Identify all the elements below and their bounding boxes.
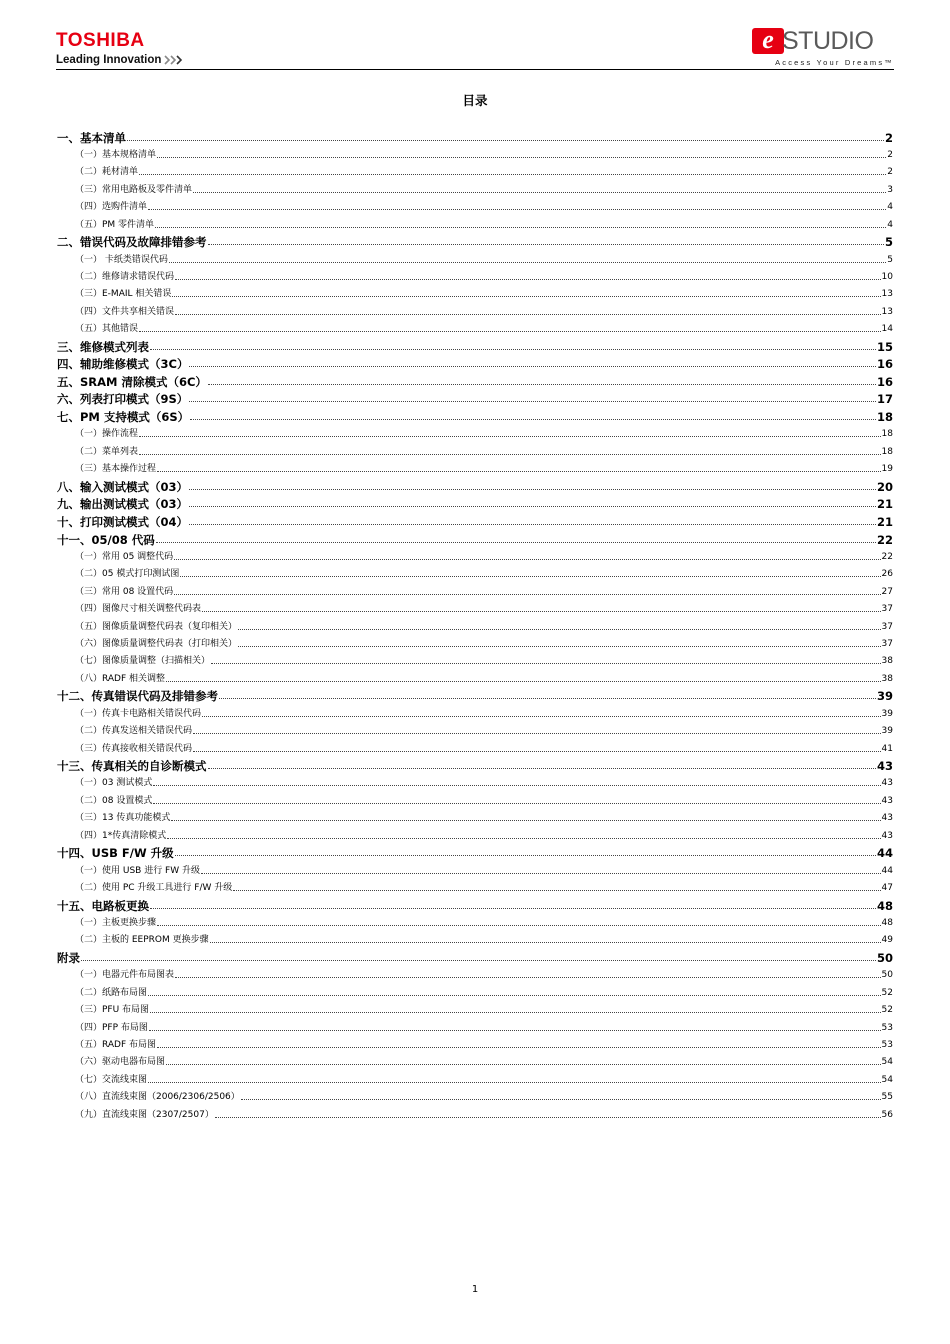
toc-entry-label: （四）选购件清单: [75, 202, 148, 213]
toc-section-entry[interactable]: [57, 878, 893, 895]
toc-dot-leader: [172, 296, 880, 297]
toc-entry-page: 53: [881, 1039, 893, 1050]
toc-entry-page: 4: [887, 202, 893, 213]
toc-dot-leader: [208, 768, 876, 769]
toc-entry-page: 39: [881, 726, 893, 737]
toc-entry-label: （一）基本规格清单: [75, 149, 157, 160]
chevrons-right-icon: [164, 55, 186, 65]
toc-entry-page: 16: [876, 357, 893, 372]
toc-section-entry[interactable]: [57, 547, 893, 564]
toc-entry-label: （八）RADF 相关调整: [75, 673, 166, 684]
toc-entry-label: （一）03 测试模式: [75, 778, 153, 789]
toc-dot-leader: [175, 977, 881, 978]
toc-dot-leader: [166, 1064, 881, 1065]
toc-entry-label: （三）PFU 布局图: [75, 1005, 150, 1016]
logo-e-mark: e: [752, 28, 784, 54]
toc-dot-leader: [189, 506, 876, 507]
toc-entry-page: 37: [881, 604, 893, 615]
toc-section-entry[interactable]: [57, 738, 893, 755]
toc-dot-leader: [215, 1117, 881, 1118]
toc-chapter-entry[interactable]: [57, 895, 893, 913]
toc-entry-label: （一）使用 USB 进行 FW 升级: [75, 865, 200, 876]
toc-dot-leader: [238, 629, 881, 630]
toshiba-brand: [56, 31, 186, 67]
toc-entry-page: 20: [876, 479, 893, 494]
toc-section-entry[interactable]: [57, 982, 893, 999]
toc-dot-leader: [202, 716, 881, 717]
toc-entry-page: 55: [881, 1092, 893, 1103]
toc-section-entry[interactable]: [57, 301, 893, 318]
logo-wordmark: STUDIO: [782, 27, 874, 55]
toc-dot-leader: [166, 681, 881, 682]
toc-chapter-entry[interactable]: [57, 371, 893, 389]
toc-entry-label: （四）PFP 布局图: [75, 1022, 148, 1033]
toc-dot-leader: [171, 820, 880, 821]
toc-entry-page: 52: [881, 987, 893, 998]
toc-entry-label: （一）主板更换步骤: [75, 918, 157, 929]
toc-dot-leader: [156, 542, 876, 543]
toc-dot-leader: [233, 890, 880, 891]
toc-entry-page: 5: [887, 254, 893, 265]
toc-entry-page: 38: [881, 656, 893, 667]
toc-entry-label: （三）传真接收相关错误代码: [75, 743, 193, 754]
brand-tagline: Leading Innovation: [56, 54, 162, 66]
toc-entry-label: （四）1*传真清除模式: [75, 830, 167, 841]
toc-section-entry[interactable]: [57, 634, 893, 651]
page-number: 1: [471, 1284, 479, 1295]
toc-entry-label: 十三、传真相关的自诊断模式: [57, 759, 207, 774]
toc-entry-label: （二）纸路布局图: [75, 987, 148, 998]
toc-entry-label: （二）05 模式打印测试图: [75, 569, 180, 580]
toc-dot-leader: [139, 174, 886, 175]
toc-entry-page: 39: [881, 708, 893, 719]
toc-chapter-entry[interactable]: [57, 511, 893, 529]
toc-entry-label: （一）电器元件布局图表: [75, 970, 175, 981]
toc-entry-label: 十五、电路板更换: [57, 898, 149, 913]
toc-chapter-entry[interactable]: [57, 843, 893, 861]
toc-entry-page: 43: [881, 813, 893, 824]
toc-chapter-entry[interactable]: [57, 529, 893, 547]
toc-entry-label: （二）维修请求错误代码: [75, 271, 175, 282]
toc-section-entry[interactable]: [57, 1052, 893, 1069]
toc-dot-leader: [241, 1099, 881, 1100]
toc-entry-page: 50: [876, 951, 893, 965]
toc-section-entry[interactable]: [57, 162, 893, 179]
toc-entry-label: （七）图像质量调整（扫描相关）: [75, 656, 211, 667]
toc-dot-leader: [167, 838, 880, 839]
toc-entry-label: （三）E-MAIL 相关错误: [75, 289, 172, 300]
toc-entry-label: （六）驱动电器布局图: [75, 1057, 166, 1068]
toc-entry-page: 41: [881, 743, 893, 754]
toc-dot-leader: [189, 524, 876, 525]
toc-dot-leader: [238, 646, 881, 647]
toc-dot-leader: [174, 594, 880, 595]
toc-section-entry[interactable]: [57, 616, 893, 633]
toc-section-entry[interactable]: [57, 267, 893, 284]
toc-entry-label: 三、维修模式列表: [57, 339, 149, 354]
toc-section-entry[interactable]: [57, 249, 893, 266]
toc-entry-label: （二）08 设置模式: [75, 795, 153, 806]
toc-section-entry[interactable]: [57, 319, 893, 336]
toc-section-entry[interactable]: [57, 599, 893, 616]
toc-dot-leader: [139, 436, 881, 437]
toc-entry-page: 27: [881, 586, 893, 597]
toc-entry-label: （三）基本操作过程: [75, 464, 157, 475]
toc-dot-leader: [210, 942, 881, 943]
toc-entry-label: （二）使用 PC 升级工具进行 F/W 升级: [75, 883, 233, 894]
toc-dot-leader: [169, 262, 886, 263]
toc-chapter-entry[interactable]: [57, 686, 893, 704]
toc-dot-leader: [155, 227, 886, 228]
toc-entry-page: 54: [881, 1057, 893, 1068]
toc-entry-label: （二）菜单列表: [75, 446, 139, 457]
toc-chapter-entry[interactable]: [57, 127, 893, 145]
toc-entry-label: 二、错误代码及故障排错参考: [57, 235, 207, 250]
toc-entry-page: 21: [876, 497, 893, 512]
toc-entry-label: 九、输出测试模式（03）: [57, 497, 189, 512]
toc-section-entry[interactable]: [57, 581, 893, 598]
toc-dot-leader: [189, 489, 876, 490]
toc-entry-label: （一）操作流程: [75, 429, 139, 440]
toc-chapter-entry[interactable]: [57, 494, 893, 512]
toc-section-entry[interactable]: [57, 564, 893, 581]
toc-entry-label: 十四、USB F/W 升级: [57, 846, 174, 861]
toc-dot-leader: [189, 366, 876, 367]
toc-entry-page: 44: [881, 865, 893, 876]
toc-entry-page: 26: [881, 569, 893, 580]
toc-entry-label: 附录: [57, 951, 80, 965]
toc-chapter-entry[interactable]: [57, 406, 893, 424]
toc-dot-leader: [174, 559, 880, 560]
toc-entry-page: 22: [876, 532, 893, 547]
toc-entry-page: 47: [881, 883, 893, 894]
toc-dot-leader: [208, 384, 876, 385]
toc-dot-leader: [127, 140, 884, 141]
toc-entry-page: 2: [887, 149, 893, 160]
toc-entry-page: 13: [881, 306, 893, 317]
toc-dot-leader: [148, 995, 881, 996]
toc-section-entry[interactable]: [57, 1017, 893, 1034]
toc-dot-leader: [149, 1030, 881, 1031]
toc-dot-leader: [153, 785, 880, 786]
toc-entry-label: 七、PM 支持模式（6S）: [57, 410, 190, 425]
toc-entry-page: 18: [876, 410, 893, 425]
toc-entry-page: 21: [876, 515, 893, 530]
toc-entry-label: （五）其他错误: [75, 324, 139, 335]
toc-section-entry[interactable]: [57, 808, 893, 825]
page-header: [56, 26, 894, 72]
toc-section-entry[interactable]: [57, 668, 893, 685]
toc-section-entry[interactable]: [57, 145, 893, 162]
toc-entry-label: 十二、传真错误代码及排错参考: [57, 689, 218, 704]
toc-entry-page: 14: [881, 324, 893, 335]
toc-section-entry[interactable]: [57, 721, 893, 738]
toc-entry-label: 一、基本清单: [57, 130, 126, 145]
toc-entry-page: 56: [881, 1109, 893, 1120]
toc-entry-page: 48: [881, 918, 893, 929]
toc-entry-label: （二）传真发送相关错误代码: [75, 726, 193, 737]
toc-section-entry[interactable]: [57, 1104, 893, 1121]
toc-dot-leader: [211, 663, 881, 664]
toc-dot-leader: [148, 1082, 881, 1083]
toc-section-entry[interactable]: [57, 1069, 893, 1086]
toc-entry-page: 52: [881, 1005, 893, 1016]
toc-section-entry[interactable]: [57, 860, 893, 877]
toc-dot-leader: [139, 454, 881, 455]
estudio-logo: [752, 26, 894, 70]
toc-dot-leader: [208, 244, 884, 245]
table-of-contents: [57, 127, 893, 1122]
toc-section-entry[interactable]: [57, 284, 893, 301]
toc-entry-page: 48: [876, 898, 893, 913]
toc-entry-page: 5: [884, 235, 893, 250]
toc-entry-page: 3: [887, 184, 893, 195]
toc-dot-leader: [175, 279, 881, 280]
toc-entry-label: 八、输入测试模式（03）: [57, 479, 189, 494]
toc-section-entry[interactable]: [57, 179, 893, 196]
toc-entry-label: （三）常用 08 设置代码: [75, 586, 174, 597]
toc-entry-page: 17: [876, 392, 893, 407]
toc-entry-label: 四、辅助维修模式（3C）: [57, 357, 189, 372]
toc-section-entry[interactable]: [57, 965, 893, 982]
header-divider: [56, 69, 894, 70]
toc-entry-page: 50: [881, 970, 893, 981]
toc-entry-page: 13: [881, 289, 893, 300]
toc-entry-page: 43: [876, 759, 893, 774]
brand-tagline-row: [56, 53, 186, 67]
toc-entry-label: （五）图像质量调整代码表（复印相关）: [75, 621, 238, 632]
toc-entry-label: （五）RADF 布局图: [75, 1039, 157, 1050]
brand-name: TOSHIBA: [56, 30, 145, 51]
page-title: 目录: [462, 93, 488, 108]
toc-section-entry[interactable]: [57, 651, 893, 668]
toc-chapter-entry[interactable]: [57, 947, 893, 965]
toc-section-entry[interactable]: [57, 930, 893, 947]
toc-section-entry[interactable]: [57, 773, 893, 790]
toc-entry-page: 19: [881, 464, 893, 475]
toc-entry-label: （三）常用电路板及零件清单: [75, 184, 193, 195]
toc-section-entry[interactable]: [57, 790, 893, 807]
toc-section-entry[interactable]: [57, 459, 893, 476]
toc-entry-page: 37: [881, 621, 893, 632]
toc-dot-leader: [202, 611, 881, 612]
toc-entry-page: 16: [876, 374, 893, 389]
toc-entry-page: 44: [876, 846, 893, 861]
toc-dot-leader: [150, 349, 876, 350]
toc-dot-leader: [175, 855, 876, 856]
toc-dot-leader: [180, 576, 880, 577]
toc-section-entry[interactable]: [57, 703, 893, 720]
toc-entry-page: 43: [881, 778, 893, 789]
toc-entry-label: （四）图像尺寸相关调整代码表: [75, 604, 202, 615]
toc-section-entry[interactable]: [57, 1087, 893, 1104]
toc-dot-leader: [157, 925, 881, 926]
toc-entry-page: 2: [887, 167, 893, 178]
toc-dot-leader: [148, 209, 886, 210]
toc-dot-leader: [153, 803, 880, 804]
toc-entry-page: 53: [881, 1022, 893, 1033]
toc-chapter-entry[interactable]: [57, 336, 893, 354]
toc-entry-label: （二）耗材清单: [75, 167, 139, 178]
toc-section-entry[interactable]: [57, 913, 893, 930]
toc-dot-leader: [193, 751, 881, 752]
toc-entry-page: 22: [881, 552, 893, 562]
toc-chapter-entry[interactable]: [57, 354, 893, 372]
toc-entry-label: （一）常用 05 调整代码: [75, 552, 174, 562]
toc-section-entry[interactable]: [57, 214, 893, 231]
toc-entry-label: （一）传真卡电路相关错误代码: [75, 708, 202, 719]
toc-entry-page: 10: [881, 271, 893, 282]
toc-section-entry[interactable]: [57, 825, 893, 842]
toc-entry-label: 五、SRAM 清除模式（6C）: [57, 374, 207, 389]
toc-dot-leader: [150, 908, 876, 909]
toc-dot-leader: [189, 401, 876, 402]
toc-entry-page: 4: [887, 219, 893, 230]
toc-entry-label: （七）交流线束图: [75, 1074, 148, 1085]
toc-dot-leader: [139, 331, 881, 332]
toc-entry-label: （九）直流线束图（2307/2507）: [75, 1109, 214, 1120]
toc-chapter-entry[interactable]: [57, 756, 893, 774]
toc-dot-leader: [157, 471, 881, 472]
toc-entry-label: 十一、05/08 代码: [57, 532, 155, 547]
toc-entry-page: 43: [881, 830, 893, 841]
toc-section-entry[interactable]: [57, 197, 893, 214]
toc-chapter-entry[interactable]: [57, 476, 893, 494]
toc-section-entry[interactable]: [57, 441, 893, 458]
toc-entry-page: 39: [876, 689, 893, 704]
toc-section-entry[interactable]: [57, 1000, 893, 1017]
toc-entry-page: 43: [881, 795, 893, 806]
toc-dot-leader: [157, 157, 886, 158]
toc-dot-leader: [175, 314, 881, 315]
toc-entry-page: 2: [884, 130, 893, 145]
toc-entry-label: 六、列表打印模式（9S）: [57, 392, 189, 407]
toc-chapter-entry[interactable]: [57, 389, 893, 407]
toc-entry-page: 18: [881, 446, 893, 457]
toc-entry-label: 十、打印测试模式（04）: [57, 515, 189, 530]
toc-entry-page: 37: [881, 638, 893, 649]
logo-tagline: Access Your Dreams™: [775, 58, 894, 67]
toc-dot-leader: [81, 960, 876, 961]
toc-entry-page: 18: [881, 429, 893, 440]
toc-dot-leader: [190, 419, 876, 420]
toc-entry-page: 15: [876, 339, 893, 354]
toc-entry-label: （二）主板的 EEPROM 更换步骤: [75, 935, 209, 946]
toc-section-entry[interactable]: [57, 1035, 893, 1052]
toc-entry-page: 38: [881, 673, 893, 684]
toc-dot-leader: [157, 1047, 881, 1048]
toc-dot-leader: [193, 733, 881, 734]
toc-entry-label: （四）文件共享相关错误: [75, 306, 175, 317]
toc-section-entry[interactable]: [57, 424, 893, 441]
toc-entry-page: 54: [881, 1074, 893, 1085]
toc-entry-label: （三）13 传真功能模式: [75, 813, 171, 824]
toc-entry-label: （八）直流线束图（2006/2306/2506）: [75, 1092, 240, 1103]
toc-dot-leader: [150, 1012, 880, 1013]
toc-entry-page: 49: [881, 935, 893, 946]
toc-dot-leader: [193, 192, 886, 193]
toc-chapter-entry[interactable]: [57, 232, 893, 250]
toc-entry-label: （五）PM 零件清单: [75, 219, 155, 230]
toc-dot-leader: [201, 873, 881, 874]
toc-entry-label: （六）图像质量调整代码表（打印相关）: [75, 638, 238, 649]
toc-entry-label: （一） 卡纸类错误代码: [75, 254, 168, 265]
toc-dot-leader: [219, 698, 876, 699]
